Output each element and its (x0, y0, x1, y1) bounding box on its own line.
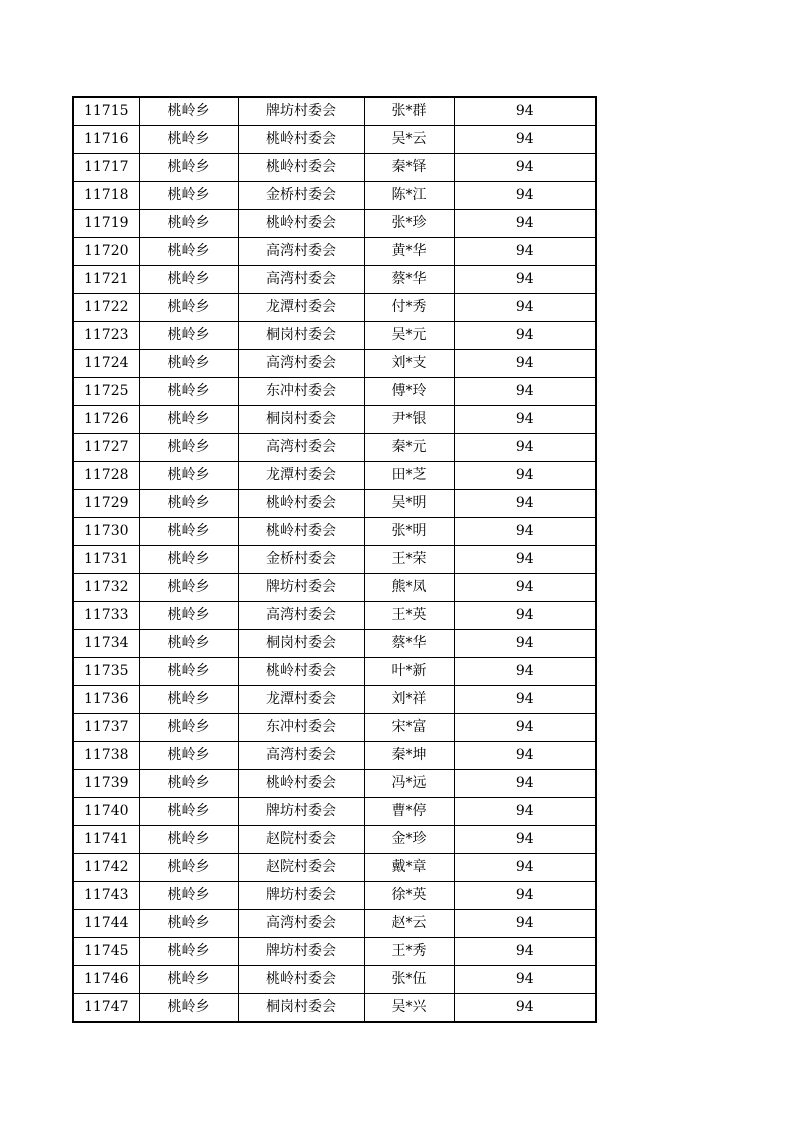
name-cell: 尹*银 (364, 406, 454, 434)
serial-number-cell: 11746 (73, 966, 139, 994)
score-cell: 94 (454, 266, 596, 294)
serial-number-cell: 11727 (73, 434, 139, 462)
name-cell: 吴*元 (364, 322, 454, 350)
table-row (73, 994, 596, 1023)
score-cell: 94 (454, 658, 596, 686)
table-row (73, 126, 596, 154)
township-cell: 桃岭乡 (139, 378, 238, 406)
township-cell: 桃岭乡 (139, 490, 238, 518)
name-cell: 王*秀 (364, 938, 454, 966)
village-committee-cell: 高湾村委会 (238, 742, 364, 770)
serial-number-cell: 11739 (73, 770, 139, 798)
score-cell: 94 (454, 602, 596, 630)
table-row (73, 154, 596, 182)
village-committee-cell: 桃岭村委会 (238, 658, 364, 686)
township-cell: 桃岭乡 (139, 546, 238, 574)
score-cell: 94 (454, 406, 596, 434)
township-cell: 桃岭乡 (139, 658, 238, 686)
score-cell: 94 (454, 294, 596, 322)
serial-number-cell: 11717 (73, 154, 139, 182)
serial-number-cell: 11724 (73, 350, 139, 378)
township-cell: 桃岭乡 (139, 826, 238, 854)
name-cell: 熊*凤 (364, 574, 454, 602)
township-cell: 桃岭乡 (139, 210, 238, 238)
serial-number-cell: 11718 (73, 182, 139, 210)
score-cell: 94 (454, 490, 596, 518)
serial-number-cell: 11735 (73, 658, 139, 686)
score-cell: 94 (454, 938, 596, 966)
name-cell: 金*珍 (364, 826, 454, 854)
serial-number-cell: 11737 (73, 714, 139, 742)
name-cell: 吴*云 (364, 126, 454, 154)
village-committee-cell: 桃岭村委会 (238, 966, 364, 994)
score-cell: 94 (454, 798, 596, 826)
serial-number-cell: 11730 (73, 518, 139, 546)
table-row (73, 938, 596, 966)
serial-number-cell: 11745 (73, 938, 139, 966)
score-cell: 94 (454, 154, 596, 182)
score-cell: 94 (454, 714, 596, 742)
name-cell: 张*明 (364, 518, 454, 546)
name-cell: 宋*富 (364, 714, 454, 742)
table-body (73, 97, 596, 1022)
serial-number-cell: 11723 (73, 322, 139, 350)
serial-number-cell: 11738 (73, 742, 139, 770)
name-cell: 秦*铎 (364, 154, 454, 182)
township-cell: 桃岭乡 (139, 602, 238, 630)
township-cell: 桃岭乡 (139, 938, 238, 966)
name-cell: 田*芝 (364, 462, 454, 490)
village-committee-cell: 高湾村委会 (238, 266, 364, 294)
table-row (73, 658, 596, 686)
name-cell: 黄*华 (364, 238, 454, 266)
name-cell: 吴*明 (364, 490, 454, 518)
table-row (73, 238, 596, 266)
serial-number-cell: 11721 (73, 266, 139, 294)
table-row (73, 770, 596, 798)
township-cell: 桃岭乡 (139, 742, 238, 770)
serial-number-cell: 11736 (73, 686, 139, 714)
score-cell: 94 (454, 910, 596, 938)
serial-number-cell: 11734 (73, 630, 139, 658)
village-committee-cell: 桐岗村委会 (238, 630, 364, 658)
table-row (73, 210, 596, 238)
serial-number-cell: 11747 (73, 994, 139, 1023)
village-committee-cell: 牌坊村委会 (238, 798, 364, 826)
name-cell: 吴*兴 (364, 994, 454, 1023)
table-row (73, 182, 596, 210)
name-cell: 徐*英 (364, 882, 454, 910)
table-row (73, 602, 596, 630)
village-committee-cell: 高湾村委会 (238, 434, 364, 462)
score-cell: 94 (454, 686, 596, 714)
table-row (73, 910, 596, 938)
table-row (73, 378, 596, 406)
score-cell: 94 (454, 882, 596, 910)
serial-number-cell: 11731 (73, 546, 139, 574)
village-committee-cell: 高湾村委会 (238, 350, 364, 378)
name-cell: 王*英 (364, 602, 454, 630)
serial-number-cell: 11729 (73, 490, 139, 518)
village-committee-cell: 龙潭村委会 (238, 462, 364, 490)
serial-number-cell: 11744 (73, 910, 139, 938)
township-cell: 桃岭乡 (139, 294, 238, 322)
score-cell: 94 (454, 434, 596, 462)
village-committee-cell: 赵院村委会 (238, 826, 364, 854)
township-cell: 桃岭乡 (139, 854, 238, 882)
score-cell: 94 (454, 518, 596, 546)
table-row (73, 322, 596, 350)
table-row (73, 742, 596, 770)
township-cell: 桃岭乡 (139, 350, 238, 378)
serial-number-cell: 11733 (73, 602, 139, 630)
table-row (73, 97, 596, 126)
name-cell: 刘*支 (364, 350, 454, 378)
score-cell: 94 (454, 97, 596, 126)
serial-number-cell: 11741 (73, 826, 139, 854)
township-cell: 桃岭乡 (139, 182, 238, 210)
village-committee-cell: 桃岭村委会 (238, 770, 364, 798)
table-row (73, 966, 596, 994)
score-cell: 94 (454, 462, 596, 490)
table-row (73, 518, 596, 546)
township-cell: 桃岭乡 (139, 462, 238, 490)
township-cell: 桃岭乡 (139, 154, 238, 182)
table-row (73, 546, 596, 574)
serial-number-cell: 11742 (73, 854, 139, 882)
name-cell: 冯*远 (364, 770, 454, 798)
name-cell: 付*秀 (364, 294, 454, 322)
table-row (73, 798, 596, 826)
village-committee-cell: 牌坊村委会 (238, 574, 364, 602)
village-committee-cell: 桃岭村委会 (238, 154, 364, 182)
score-cell: 94 (454, 546, 596, 574)
score-cell: 94 (454, 994, 596, 1023)
township-cell: 桃岭乡 (139, 266, 238, 294)
village-committee-cell: 桃岭村委会 (238, 126, 364, 154)
table-row (73, 882, 596, 910)
name-cell: 秦*坤 (364, 742, 454, 770)
name-cell: 蔡*华 (364, 266, 454, 294)
table-row (73, 714, 596, 742)
score-cell: 94 (454, 322, 596, 350)
score-cell: 94 (454, 966, 596, 994)
name-cell: 蔡*华 (364, 630, 454, 658)
score-cell: 94 (454, 238, 596, 266)
name-cell: 张*伍 (364, 966, 454, 994)
village-committee-cell: 高湾村委会 (238, 238, 364, 266)
village-committee-cell: 桃岭村委会 (238, 210, 364, 238)
serial-number-cell: 11715 (73, 97, 139, 126)
township-cell: 桃岭乡 (139, 714, 238, 742)
township-cell: 桃岭乡 (139, 966, 238, 994)
township-cell: 桃岭乡 (139, 406, 238, 434)
score-cell: 94 (454, 770, 596, 798)
score-cell: 94 (454, 854, 596, 882)
township-cell: 桃岭乡 (139, 518, 238, 546)
name-cell: 赵*云 (364, 910, 454, 938)
name-cell: 叶*新 (364, 658, 454, 686)
serial-number-cell: 11740 (73, 798, 139, 826)
township-cell: 桃岭乡 (139, 798, 238, 826)
township-cell: 桃岭乡 (139, 322, 238, 350)
serial-number-cell: 11722 (73, 294, 139, 322)
name-cell: 戴*章 (364, 854, 454, 882)
township-cell: 桃岭乡 (139, 238, 238, 266)
score-cell: 94 (454, 210, 596, 238)
village-committee-cell: 牌坊村委会 (238, 97, 364, 126)
score-cell: 94 (454, 742, 596, 770)
township-cell: 桃岭乡 (139, 910, 238, 938)
data-table (72, 96, 597, 1023)
village-committee-cell: 桃岭村委会 (238, 518, 364, 546)
village-committee-cell: 桐岗村委会 (238, 322, 364, 350)
serial-number-cell: 11716 (73, 126, 139, 154)
village-committee-cell: 桐岗村委会 (238, 406, 364, 434)
name-cell: 傅*玲 (364, 378, 454, 406)
village-committee-cell: 龙潭村委会 (238, 294, 364, 322)
score-cell: 94 (454, 126, 596, 154)
table-row (73, 826, 596, 854)
village-committee-cell: 金桥村委会 (238, 546, 364, 574)
table-row (73, 434, 596, 462)
serial-number-cell: 11719 (73, 210, 139, 238)
village-committee-cell: 高湾村委会 (238, 602, 364, 630)
score-cell: 94 (454, 630, 596, 658)
serial-number-cell: 11726 (73, 406, 139, 434)
name-cell: 秦*元 (364, 434, 454, 462)
name-cell: 张*群 (364, 97, 454, 126)
serial-number-cell: 11728 (73, 462, 139, 490)
name-cell: 王*荣 (364, 546, 454, 574)
township-cell: 桃岭乡 (139, 770, 238, 798)
score-cell: 94 (454, 826, 596, 854)
village-committee-cell: 牌坊村委会 (238, 938, 364, 966)
township-cell: 桃岭乡 (139, 630, 238, 658)
village-committee-cell: 桃岭村委会 (238, 490, 364, 518)
name-cell: 张*珍 (364, 210, 454, 238)
table-row (73, 686, 596, 714)
village-committee-cell: 金桥村委会 (238, 182, 364, 210)
serial-number-cell: 11732 (73, 574, 139, 602)
table-row (73, 350, 596, 378)
score-cell: 94 (454, 350, 596, 378)
table-row (73, 294, 596, 322)
serial-number-cell: 11743 (73, 882, 139, 910)
name-cell: 陈*江 (364, 182, 454, 210)
table-row (73, 490, 596, 518)
table-row (73, 854, 596, 882)
serial-number-cell: 11725 (73, 378, 139, 406)
township-cell: 桃岭乡 (139, 994, 238, 1023)
township-cell: 桃岭乡 (139, 434, 238, 462)
township-cell: 桃岭乡 (139, 882, 238, 910)
village-committee-cell: 龙潭村委会 (238, 686, 364, 714)
village-committee-cell: 东冲村委会 (238, 378, 364, 406)
name-cell: 曹*停 (364, 798, 454, 826)
serial-number-cell: 11720 (73, 238, 139, 266)
village-committee-cell: 桐岗村委会 (238, 994, 364, 1023)
score-cell: 94 (454, 574, 596, 602)
township-cell: 桃岭乡 (139, 126, 238, 154)
township-cell: 桃岭乡 (139, 686, 238, 714)
township-cell: 桃岭乡 (139, 97, 238, 126)
table-row (73, 266, 596, 294)
township-cell: 桃岭乡 (139, 574, 238, 602)
score-cell: 94 (454, 378, 596, 406)
table-row (73, 462, 596, 490)
village-committee-cell: 赵院村委会 (238, 854, 364, 882)
table-row (73, 630, 596, 658)
table-row (73, 574, 596, 602)
village-committee-cell: 东冲村委会 (238, 714, 364, 742)
table-row (73, 406, 596, 434)
village-committee-cell: 牌坊村委会 (238, 882, 364, 910)
name-cell: 刘*祥 (364, 686, 454, 714)
score-cell: 94 (454, 182, 596, 210)
village-committee-cell: 高湾村委会 (238, 910, 364, 938)
